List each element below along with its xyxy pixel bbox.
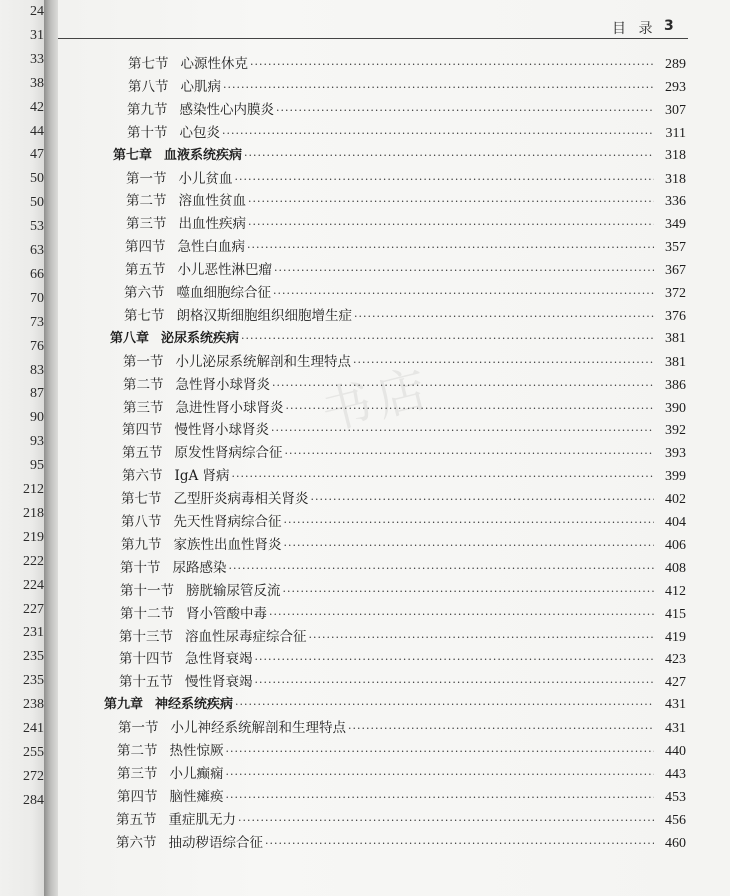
section-title: 先天性肾病综合征 bbox=[173, 514, 282, 530]
dot-leader bbox=[232, 470, 654, 483]
section-label: 第四节 bbox=[125, 239, 166, 256]
section-label: 第三节 bbox=[126, 216, 167, 233]
section-title: 慢性肾小球肾炎 bbox=[174, 422, 269, 439]
dot-leader bbox=[250, 58, 654, 71]
section-label: 第八节 bbox=[128, 78, 169, 95]
previous-page-number: 31 bbox=[30, 27, 44, 43]
page-number: 311 bbox=[665, 125, 686, 141]
section-label: 第三节 bbox=[117, 765, 158, 782]
previous-page-number: 76 bbox=[30, 338, 44, 354]
section-title: 感染性心内膜炎 bbox=[179, 101, 274, 118]
toc-section-row bbox=[119, 625, 686, 645]
page-number: 415 bbox=[665, 606, 686, 622]
section-title: 心源性休克 bbox=[180, 56, 248, 72]
chapter-title: 泌尿系统疾病 bbox=[161, 330, 240, 346]
page-number: 307 bbox=[665, 102, 686, 118]
toc-section-row bbox=[122, 418, 686, 438]
toc-section-row bbox=[122, 441, 686, 461]
toc-section-row bbox=[125, 235, 686, 255]
section-label: 第二节 bbox=[123, 376, 164, 393]
page-number: 386 bbox=[665, 377, 686, 393]
section-label: 第七节 bbox=[124, 307, 165, 324]
section-label: 第十五节 bbox=[119, 674, 173, 691]
previous-page-number: 224 bbox=[23, 577, 44, 593]
dot-leader bbox=[274, 264, 654, 277]
previous-page-number: 93 bbox=[30, 434, 44, 450]
dot-leader bbox=[235, 173, 655, 186]
dot-leader bbox=[272, 379, 654, 392]
page-number: 289 bbox=[665, 57, 686, 72]
dot-leader bbox=[284, 516, 655, 529]
section-label: 第十节 bbox=[127, 124, 168, 141]
page-number: 399 bbox=[665, 469, 686, 485]
page-number: 427 bbox=[665, 675, 686, 691]
previous-page-number: 90 bbox=[30, 410, 44, 426]
page-number: 419 bbox=[665, 629, 686, 645]
dot-leader bbox=[248, 195, 654, 208]
chapter-label: 第八章 bbox=[110, 330, 150, 346]
dot-leader bbox=[285, 447, 655, 460]
toc-section-row bbox=[124, 281, 686, 301]
page-number: 372 bbox=[665, 286, 686, 301]
section-label: 第五节 bbox=[116, 811, 157, 828]
section-label: 第八节 bbox=[121, 514, 162, 530]
previous-page-number: 255 bbox=[23, 744, 44, 760]
dot-leader bbox=[222, 127, 654, 140]
dot-leader bbox=[354, 310, 654, 323]
toc-section-row bbox=[118, 716, 686, 736]
toc-chapter-row bbox=[113, 144, 686, 164]
section-title: 肾小管酸中毒 bbox=[186, 605, 267, 622]
section-title: 原发性肾病综合征 bbox=[174, 445, 283, 462]
previous-page-number: 33 bbox=[30, 51, 44, 67]
toc-section-row bbox=[127, 121, 686, 141]
dot-leader bbox=[348, 722, 654, 735]
dot-leader bbox=[226, 745, 655, 758]
page-number: 456 bbox=[665, 812, 686, 828]
section-title: 急性白血病 bbox=[177, 239, 245, 256]
section-title: 家族性出血性肾炎 bbox=[173, 536, 282, 553]
toc-section-row bbox=[117, 785, 686, 805]
section-label: 第一节 bbox=[126, 170, 167, 187]
dot-leader bbox=[226, 791, 655, 804]
dot-leader bbox=[226, 768, 655, 781]
previous-page-number: 42 bbox=[30, 99, 44, 115]
toc-section-row bbox=[120, 556, 686, 576]
dot-leader bbox=[229, 562, 655, 575]
dot-leader bbox=[311, 493, 655, 506]
toc-section-row bbox=[126, 189, 686, 209]
section-label: 第四节 bbox=[117, 788, 158, 805]
dot-leader bbox=[255, 676, 655, 689]
toc-section-row bbox=[122, 464, 686, 484]
previous-page-number: 235 bbox=[23, 673, 44, 689]
previous-page-number: 95 bbox=[30, 458, 44, 474]
section-title: 小儿神经系统解剖和生理特点 bbox=[170, 720, 346, 737]
section-label: 第二节 bbox=[126, 193, 167, 210]
dot-leader bbox=[244, 149, 654, 162]
toc-section-row bbox=[123, 350, 686, 370]
section-label: 第二节 bbox=[117, 743, 158, 759]
section-label: 第十三节 bbox=[119, 628, 173, 645]
dot-leader bbox=[238, 814, 654, 827]
section-title: 慢性肾衰竭 bbox=[185, 674, 253, 691]
previous-page-number: 241 bbox=[23, 721, 44, 736]
section-title: 抽动秽语综合征 bbox=[168, 834, 263, 851]
section-label: 第九节 bbox=[121, 536, 162, 553]
toc-chapter-row bbox=[104, 693, 686, 713]
section-title: 小儿贫血 bbox=[178, 170, 233, 187]
toc-section-row bbox=[121, 533, 686, 553]
section-title: 急进性肾小球肾炎 bbox=[175, 399, 284, 416]
page-number: 293 bbox=[665, 79, 686, 95]
section-title: 心包炎 bbox=[179, 124, 220, 141]
toc-section-row bbox=[120, 579, 686, 599]
dot-leader bbox=[255, 653, 655, 666]
toc-section-row bbox=[126, 212, 686, 232]
section-label: 第一节 bbox=[118, 720, 159, 737]
dot-leader bbox=[235, 698, 654, 711]
page-number: 381 bbox=[665, 330, 686, 346]
dot-leader bbox=[273, 287, 654, 300]
dot-leader bbox=[286, 402, 655, 415]
previous-page-number: 231 bbox=[23, 625, 44, 641]
section-title: IgA 肾病 bbox=[174, 468, 230, 485]
section-title: 朗格汉斯细胞组织细胞增生症 bbox=[176, 307, 352, 324]
dot-leader bbox=[265, 837, 654, 850]
chapter-label: 第七章 bbox=[113, 147, 153, 163]
section-title: 膀胱输尿管反流 bbox=[186, 582, 281, 599]
dot-leader bbox=[247, 241, 654, 254]
page-number: 431 bbox=[665, 697, 686, 713]
section-label: 第五节 bbox=[122, 445, 163, 462]
toc-section-row bbox=[119, 670, 686, 690]
page-number: 376 bbox=[665, 308, 686, 324]
section-label: 第十四节 bbox=[119, 651, 173, 668]
previous-page-number: 50 bbox=[30, 171, 44, 187]
previous-page-number: 284 bbox=[23, 792, 44, 808]
page-number: 336 bbox=[665, 194, 686, 210]
previous-page-number: 218 bbox=[23, 505, 44, 521]
toc-section-row bbox=[124, 304, 686, 324]
dot-leader bbox=[353, 356, 654, 369]
section-title: 急性肾小球肾炎 bbox=[175, 376, 270, 393]
toc-section-row bbox=[128, 75, 686, 95]
page-number: 440 bbox=[665, 744, 686, 759]
dot-leader bbox=[284, 539, 655, 552]
section-title: 脑性瘫痪 bbox=[169, 788, 224, 805]
section-title: 小儿泌尿系统解剖和生理特点 bbox=[175, 353, 351, 370]
section-label: 第六节 bbox=[122, 468, 163, 485]
previous-page-number: 63 bbox=[30, 243, 44, 258]
toc-section-row bbox=[119, 647, 686, 667]
chapter-title: 神经系统疾病 bbox=[155, 697, 234, 713]
dot-leader bbox=[283, 585, 655, 598]
previous-page-number: 24 bbox=[30, 4, 44, 19]
previous-page-number: 47 bbox=[30, 147, 44, 163]
page-number: 392 bbox=[665, 423, 686, 439]
page-number: 318 bbox=[665, 171, 686, 187]
page-number: 393 bbox=[665, 446, 686, 462]
toc-section-row bbox=[117, 762, 686, 782]
toc-section-row bbox=[123, 373, 686, 393]
previous-page-number: 238 bbox=[23, 697, 44, 713]
section-title: 噬血细胞综合征 bbox=[176, 285, 271, 301]
page-number: 408 bbox=[665, 560, 686, 576]
page-number: 412 bbox=[665, 583, 686, 599]
section-label: 第十节 bbox=[120, 559, 161, 576]
section-label: 第七节 bbox=[121, 491, 162, 508]
section-label: 第三节 bbox=[123, 399, 164, 416]
section-title: 急性肾衰竭 bbox=[185, 651, 253, 668]
page-number: 453 bbox=[665, 789, 686, 805]
page-number: 423 bbox=[665, 652, 686, 668]
page-number: 357 bbox=[665, 240, 686, 256]
previous-page-number: 50 bbox=[30, 195, 44, 211]
toc-section-row bbox=[116, 808, 686, 828]
previous-page-number: 272 bbox=[23, 768, 44, 784]
section-title: 乙型肝炎病毒相关肾炎 bbox=[173, 491, 309, 508]
previous-page-number: 212 bbox=[23, 482, 44, 497]
section-label: 第六节 bbox=[124, 285, 165, 301]
section-title: 小儿恶性淋巴瘤 bbox=[177, 262, 272, 279]
section-title: 心肌病 bbox=[180, 78, 221, 95]
dot-leader bbox=[276, 104, 654, 117]
section-label: 第十二节 bbox=[120, 605, 174, 622]
toc-section-row bbox=[123, 396, 686, 416]
toc-section-row bbox=[127, 98, 686, 118]
section-label: 第十一节 bbox=[120, 582, 174, 599]
dot-leader bbox=[241, 332, 654, 345]
section-label: 第九节 bbox=[127, 101, 168, 118]
section-title: 溶血性尿毒症综合征 bbox=[185, 628, 307, 645]
page-number: 349 bbox=[665, 217, 686, 233]
chapter-title: 血液系统疾病 bbox=[164, 147, 243, 163]
page-number: 402 bbox=[665, 492, 686, 508]
toc-section-row bbox=[126, 167, 686, 187]
section-title: 小儿癫痫 bbox=[169, 765, 224, 782]
header-page-number: 3 bbox=[664, 18, 674, 34]
section-label: 第一节 bbox=[123, 353, 164, 370]
toc-section-row bbox=[128, 52, 686, 72]
previous-page-number: 83 bbox=[30, 362, 44, 378]
dot-leader bbox=[223, 81, 654, 94]
page-number: 390 bbox=[665, 400, 686, 416]
page-number: 431 bbox=[665, 721, 686, 737]
chapter-label: 第九章 bbox=[104, 697, 144, 713]
section-title: 溶血性贫血 bbox=[178, 193, 246, 210]
page-number: 381 bbox=[665, 354, 686, 370]
previous-page-number: 222 bbox=[23, 553, 44, 569]
previous-page-number: 73 bbox=[30, 314, 44, 330]
page-number: 318 bbox=[665, 147, 686, 163]
page-number: 443 bbox=[665, 766, 686, 782]
toc-chapter-row bbox=[110, 327, 686, 347]
page-number: 404 bbox=[665, 515, 686, 530]
header-title: 目 录 bbox=[612, 21, 657, 37]
dot-leader bbox=[309, 631, 655, 644]
section-label: 第六节 bbox=[116, 834, 157, 851]
toc-section-row bbox=[116, 831, 686, 851]
page-number: 367 bbox=[665, 263, 686, 279]
section-title: 重症肌无力 bbox=[168, 811, 236, 828]
previous-page-number: 44 bbox=[30, 123, 44, 139]
toc-section-row bbox=[117, 739, 686, 759]
previous-page-number: 235 bbox=[23, 649, 44, 665]
toc-section-row bbox=[120, 602, 686, 622]
previous-page-number: 66 bbox=[30, 266, 44, 282]
section-title: 热性惊厥 bbox=[169, 743, 224, 759]
dot-leader bbox=[248, 218, 654, 231]
section-label: 第四节 bbox=[122, 422, 163, 439]
toc-section-row bbox=[125, 258, 686, 278]
section-title: 尿路感染 bbox=[172, 559, 227, 576]
dot-leader bbox=[269, 608, 654, 621]
dot-leader bbox=[271, 424, 654, 437]
section-label: 第五节 bbox=[125, 262, 166, 279]
page-number: 460 bbox=[665, 835, 686, 851]
toc-section-row bbox=[121, 487, 686, 507]
previous-page-number: 227 bbox=[23, 601, 44, 617]
toc-section-row bbox=[121, 510, 686, 530]
section-label: 第七节 bbox=[128, 56, 169, 72]
previous-page-number: 70 bbox=[30, 290, 44, 306]
previous-page-number: 219 bbox=[23, 529, 44, 545]
previous-page-number: 38 bbox=[30, 75, 44, 91]
page-number: 406 bbox=[665, 537, 686, 553]
previous-page-number: 87 bbox=[30, 386, 44, 402]
previous-page-number: 53 bbox=[30, 219, 44, 235]
section-title: 出血性疾病 bbox=[178, 216, 246, 233]
